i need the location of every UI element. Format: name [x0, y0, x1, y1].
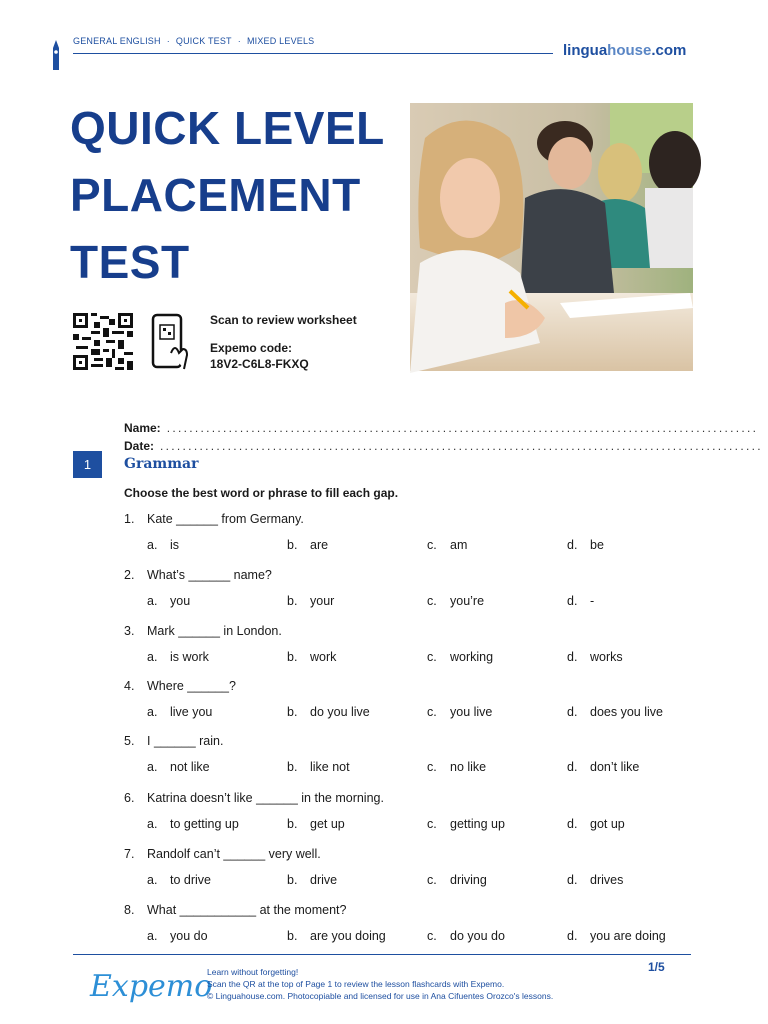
option-letter: a. — [147, 873, 158, 887]
date-label: Date: — [124, 439, 155, 453]
breadcrumb-item: QUICK TEST — [175, 36, 232, 46]
question-text: What’s ______ name? — [147, 568, 272, 582]
breadcrumb-separator: · — [237, 36, 241, 46]
option-text: driving — [450, 873, 487, 887]
option-text: be — [590, 538, 604, 552]
option-text: getting up — [450, 817, 505, 831]
section-number-badge: 1 — [73, 451, 102, 478]
option-letter: a. — [147, 817, 158, 831]
question-number: 6. — [124, 791, 135, 805]
option-letter: d. — [567, 929, 578, 943]
title-line: QUICK LEVEL — [70, 102, 385, 154]
title-line: TEST — [70, 236, 190, 288]
option-text: - — [590, 594, 595, 608]
page-title — [70, 95, 400, 296]
name-label: Name: — [124, 421, 161, 435]
option-letter: d. — [567, 594, 578, 608]
answer-option[interactable] — [147, 650, 209, 664]
option-letter: c. — [427, 650, 437, 664]
answer-option[interactable] — [567, 760, 639, 774]
option-letter: a. — [147, 760, 158, 774]
option-letter: d. — [567, 650, 578, 664]
question-item — [124, 568, 704, 582]
option-text: got up — [590, 817, 625, 831]
option-text: works — [590, 650, 623, 664]
answer-option[interactable] — [147, 929, 208, 943]
expemo-logo — [88, 962, 213, 1010]
title-line: PLACEMENT — [70, 169, 361, 221]
svg-text:Expemo: Expemo — [90, 969, 213, 1004]
option-text: are — [310, 538, 329, 552]
question-item — [124, 903, 704, 917]
option-text: drives — [590, 873, 624, 887]
question-item — [124, 734, 704, 748]
date-dotted-line: ........................................................................................................... — [160, 439, 763, 453]
header-divider — [73, 53, 553, 54]
students-photo — [410, 103, 693, 371]
answer-option[interactable] — [567, 705, 663, 719]
option-letter: a. — [147, 929, 158, 943]
expemo-code: 18V2-C6L8-FKXQ — [210, 357, 309, 371]
option-text: live you — [170, 705, 213, 719]
option-text: is — [170, 538, 180, 552]
option-letter: b. — [287, 594, 298, 608]
breadcrumb-item: GENERAL ENGLISH — [73, 36, 161, 46]
answer-option[interactable] — [287, 538, 328, 552]
answer-option[interactable] — [147, 817, 239, 831]
option-letter: a. — [147, 650, 158, 664]
option-letter: c. — [427, 760, 437, 774]
option-letter: c. — [427, 929, 437, 943]
question-item — [124, 791, 704, 805]
option-text: are you doing — [310, 929, 386, 943]
footer-divider — [73, 954, 691, 955]
option-text: like not — [310, 760, 350, 774]
expemo-code-label: Expemo code: — [210, 341, 293, 355]
option-letter: b. — [287, 650, 298, 664]
date-field[interactable] — [124, 439, 763, 453]
breadcrumb — [73, 36, 314, 46]
question-text: Katrina doesn’t like ______ in the morning. — [147, 791, 384, 805]
section-title: Grammar — [124, 456, 199, 472]
option-text: do you live — [310, 705, 370, 719]
question-item — [124, 679, 704, 693]
answer-option[interactable] — [567, 650, 623, 664]
option-text: you do — [170, 929, 208, 943]
answer-option[interactable] — [567, 538, 604, 552]
option-text: you’re — [450, 594, 485, 608]
answer-option[interactable] — [567, 873, 623, 887]
option-text: you live — [450, 705, 493, 719]
question-number: 7. — [124, 847, 135, 861]
footer-line: Scan the QR at the top of Page 1 to review the lesson flashcards with Expemo. — [207, 979, 505, 989]
option-text: don’t like — [590, 760, 640, 774]
option-letter: d. — [567, 705, 578, 719]
brand-text: house — [607, 42, 652, 59]
option-letter: b. — [287, 929, 298, 943]
answer-option[interactable] — [567, 817, 625, 831]
answer-option[interactable] — [287, 929, 386, 943]
option-text: working — [450, 650, 494, 664]
option-letter: b. — [287, 760, 298, 774]
name-field[interactable] — [124, 421, 759, 435]
option-letter: c. — [427, 705, 437, 719]
answer-option[interactable] — [427, 817, 505, 831]
answer-option[interactable] — [287, 760, 350, 774]
option-text: am — [450, 538, 468, 552]
question-text: I ______ rain. — [147, 734, 224, 748]
option-letter: b. — [287, 705, 298, 719]
option-text: not like — [170, 760, 210, 774]
phone-scan-icon — [151, 313, 189, 371]
question-number: 8. — [124, 903, 135, 917]
answer-option[interactable] — [147, 705, 212, 719]
option-text: get up — [310, 817, 345, 831]
answer-option[interactable] — [147, 873, 211, 887]
question-text: What ___________ at the moment? — [147, 903, 347, 917]
answer-option[interactable] — [567, 929, 666, 943]
option-letter: c. — [427, 873, 437, 887]
question-item — [124, 512, 704, 526]
answer-option[interactable] — [287, 594, 334, 608]
question-number: 2. — [124, 568, 135, 582]
scan-label: Scan to review worksheet — [210, 313, 357, 327]
question-item — [124, 847, 704, 861]
question-item — [124, 624, 704, 638]
option-text: is work — [170, 650, 209, 664]
section-instruction: Choose the best word or phrase to fill each gap. — [124, 486, 399, 500]
option-letter: d. — [567, 760, 578, 774]
answer-option[interactable] — [427, 760, 486, 774]
option-letter: b. — [287, 817, 298, 831]
answer-option[interactable] — [427, 873, 487, 887]
option-letter: c. — [427, 538, 437, 552]
option-text: work — [310, 650, 337, 664]
footer-text — [207, 966, 553, 1002]
option-letter: c. — [427, 817, 437, 831]
option-text: to drive — [170, 873, 211, 887]
question-number: 5. — [124, 734, 135, 748]
page-number: 1/5 — [648, 960, 665, 974]
option-letter: a. — [147, 594, 158, 608]
option-text: drive — [310, 873, 338, 887]
question-number: 1. — [124, 512, 135, 526]
option-letter: d. — [567, 538, 578, 552]
answer-option[interactable] — [147, 594, 190, 608]
option-text: does you live — [590, 705, 663, 719]
scan-info — [210, 312, 357, 372]
answer-option[interactable] — [427, 594, 484, 608]
answer-option[interactable] — [567, 594, 594, 608]
answer-option[interactable] — [287, 873, 337, 887]
option-text: you are doing — [590, 929, 666, 943]
question-text: Where ______? — [147, 679, 236, 693]
breadcrumb-separator: · — [166, 36, 170, 46]
answer-option[interactable] — [427, 705, 492, 719]
option-letter: d. — [567, 873, 578, 887]
question-number: 4. — [124, 679, 135, 693]
option-letter: b. — [287, 873, 298, 887]
answer-option[interactable] — [147, 538, 179, 552]
answer-option[interactable] — [287, 705, 370, 719]
option-letter: b. — [287, 538, 298, 552]
name-dotted-line: ......................................................................................................... — [166, 421, 759, 435]
option-text: you — [170, 594, 191, 608]
question-text: Mark ______ in London. — [147, 624, 282, 638]
answer-option[interactable] — [427, 538, 467, 552]
brand-logo — [563, 42, 686, 59]
question-text: Randolf can’t ______ very well. — [147, 847, 321, 861]
footer-line: Learn without forgetting! — [207, 967, 299, 977]
option-text: do you do — [450, 929, 505, 943]
question-text: Kate ______ from Germany. — [147, 512, 304, 526]
option-letter: d. — [567, 817, 578, 831]
option-text: to getting up — [170, 817, 239, 831]
qr-code-icon — [73, 313, 133, 370]
option-text: your — [310, 594, 335, 608]
answer-option[interactable] — [287, 817, 345, 831]
breadcrumb-item: MIXED LEVELS — [246, 36, 315, 46]
answer-option[interactable] — [427, 929, 505, 943]
answer-option[interactable] — [287, 650, 336, 664]
option-letter: a. — [147, 538, 158, 552]
brand-text: .com — [651, 42, 687, 59]
footer-line: © Linguahouse.com. Photocopiable and licensed for use in Ana Cifuentes Orozco's lessons. — [207, 991, 554, 1001]
option-letter: c. — [427, 594, 437, 608]
option-letter: a. — [147, 705, 158, 719]
answer-option[interactable] — [147, 760, 210, 774]
brand-text: lingua — [563, 42, 608, 59]
big-ben-icon — [50, 40, 62, 70]
option-text: no like — [450, 760, 487, 774]
answer-option[interactable] — [427, 650, 493, 664]
question-number: 3. — [124, 624, 135, 638]
